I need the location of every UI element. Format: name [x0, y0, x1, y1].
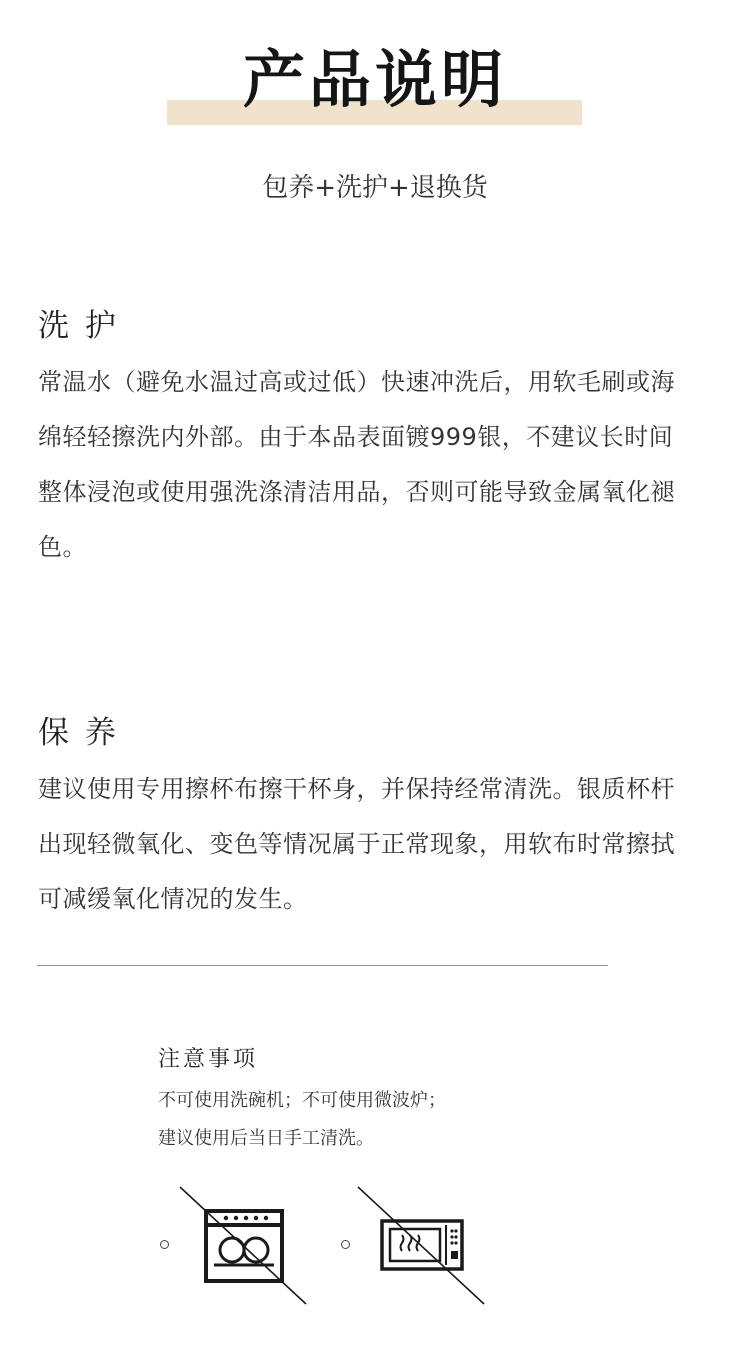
care-heading: 保 养	[38, 715, 119, 751]
notes-line-1: 不可使用洗碗机；不可使用微波炉；	[158, 1090, 446, 1111]
wash-heading: 洗 护	[38, 308, 119, 344]
page-subtitle: 包养+洗护+退换货	[262, 173, 488, 203]
wash-body: 常温水（避免水温过高或过低）快速冲洗后，用软毛刷或海绵轻轻擦洗内外部。由于本品表面镀999银，不建议长时间整体浸泡或使用强洗涤清洁用品，否则可能导致金属氧化褪色。	[38, 368, 675, 561]
care-section	[38, 712, 678, 927]
wash-section	[38, 305, 678, 575]
no-microwave-icon	[356, 1185, 488, 1307]
care-body: 建议使用专用擦杯布擦干杯身，并保持经常清洗。银质杯杆出现轻微氧化、变色等情况属于正常现象，用软布时常擦拭可减缓氧化情况的发生。	[38, 775, 675, 913]
notes-line-2: 建议使用后当日手工清洗。	[158, 1128, 374, 1149]
section-divider	[37, 965, 608, 966]
notes-heading: 注意事项	[158, 1047, 259, 1072]
title-block	[0, 40, 750, 130]
bullet-icon	[160, 1240, 169, 1249]
page-title: 产品说明	[242, 43, 507, 116]
no-dishwasher-icon	[178, 1185, 310, 1307]
notes-section	[158, 1042, 658, 1158]
bullet-icon	[341, 1240, 350, 1249]
